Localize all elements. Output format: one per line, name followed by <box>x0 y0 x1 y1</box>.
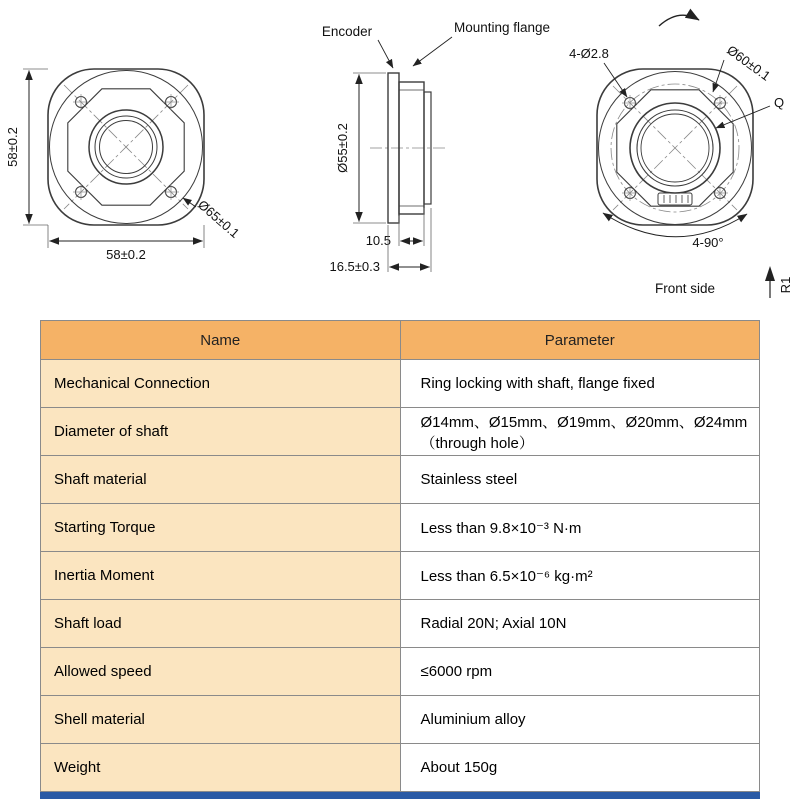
holes-dim-label: 4-Ø2.8 <box>569 46 609 61</box>
table-bottom-bar <box>40 792 760 799</box>
mounting-flange-label: Mounting flange <box>453 20 551 35</box>
header-parameter: Parameter <box>400 321 760 360</box>
table-row <box>41 360 760 408</box>
spec-value: Stainless steel <box>400 456 760 504</box>
bolt-circle-dim-label: Ø60±0.1 <box>724 42 774 84</box>
table-header-row <box>41 321 760 360</box>
front-view-drawing <box>5 69 242 262</box>
back-view-drawing <box>569 15 793 298</box>
spec-value: Ø14mm、Ø15mm、Ø19mm、Ø20mm、Ø24mm（through hole） <box>400 408 760 456</box>
spec-name: Mechanical Connection <box>41 360 401 408</box>
dim-width-label: 58±0.2 <box>106 247 146 262</box>
spec-value: Radial 20N; Axial 10N <box>400 600 760 648</box>
table-row <box>41 744 760 792</box>
spec-value: Aluminium alloy <box>400 696 760 744</box>
spec-name: Allowed speed <box>41 648 401 696</box>
up-arrow-icon <box>765 266 775 281</box>
dim-height-label: 58±0.2 <box>5 127 20 167</box>
table-row <box>41 600 760 648</box>
spec-name: Weight <box>41 744 401 792</box>
table-row <box>41 504 760 552</box>
drawings-svg <box>0 0 800 316</box>
dim-bore-label: Ø55±0.2 <box>335 123 350 173</box>
table-row <box>41 696 760 744</box>
spec-value: About 150g <box>400 744 760 792</box>
spec-name: Diameter of shaft <box>41 408 401 456</box>
spec-name: Shaft load <box>41 600 401 648</box>
table-row <box>41 408 760 456</box>
spec-table <box>40 320 760 799</box>
r1-label: R1 <box>778 276 793 294</box>
spec-value: ≤6000 rpm <box>400 648 760 696</box>
connector-detail <box>658 193 692 205</box>
dim-outer-diameter-label: Ø65±0.1 <box>195 196 243 241</box>
technical-drawings <box>0 0 800 316</box>
header-name: Name <box>41 321 401 360</box>
spec-value: Less than 6.5×10⁻⁶ kg·m² <box>400 552 760 600</box>
dim-depth-label: 10.5 <box>365 233 391 248</box>
front-side-label: Front side <box>654 281 716 296</box>
side-view-drawing <box>322 20 550 274</box>
spec-name: Shell material <box>41 696 401 744</box>
spec-name: Inertia Moment <box>41 552 401 600</box>
q-label: Q <box>774 95 785 110</box>
rotation-arrow-icon <box>659 15 699 26</box>
angle-dim-label: 4-90° <box>692 235 724 250</box>
spec-value: Less than 9.8×10⁻³ N·m <box>400 504 760 552</box>
spec-name: Starting Torque <box>41 504 401 552</box>
spec-value: Ring locking with shaft, flange fixed <box>400 360 760 408</box>
table-row <box>41 648 760 696</box>
spec-name: Shaft material <box>41 456 401 504</box>
dim-total-depth-label: 16.5±0.3 <box>329 259 380 274</box>
encoder-label: Encoder <box>321 24 373 39</box>
table-row <box>41 552 760 600</box>
table-row <box>41 456 760 504</box>
